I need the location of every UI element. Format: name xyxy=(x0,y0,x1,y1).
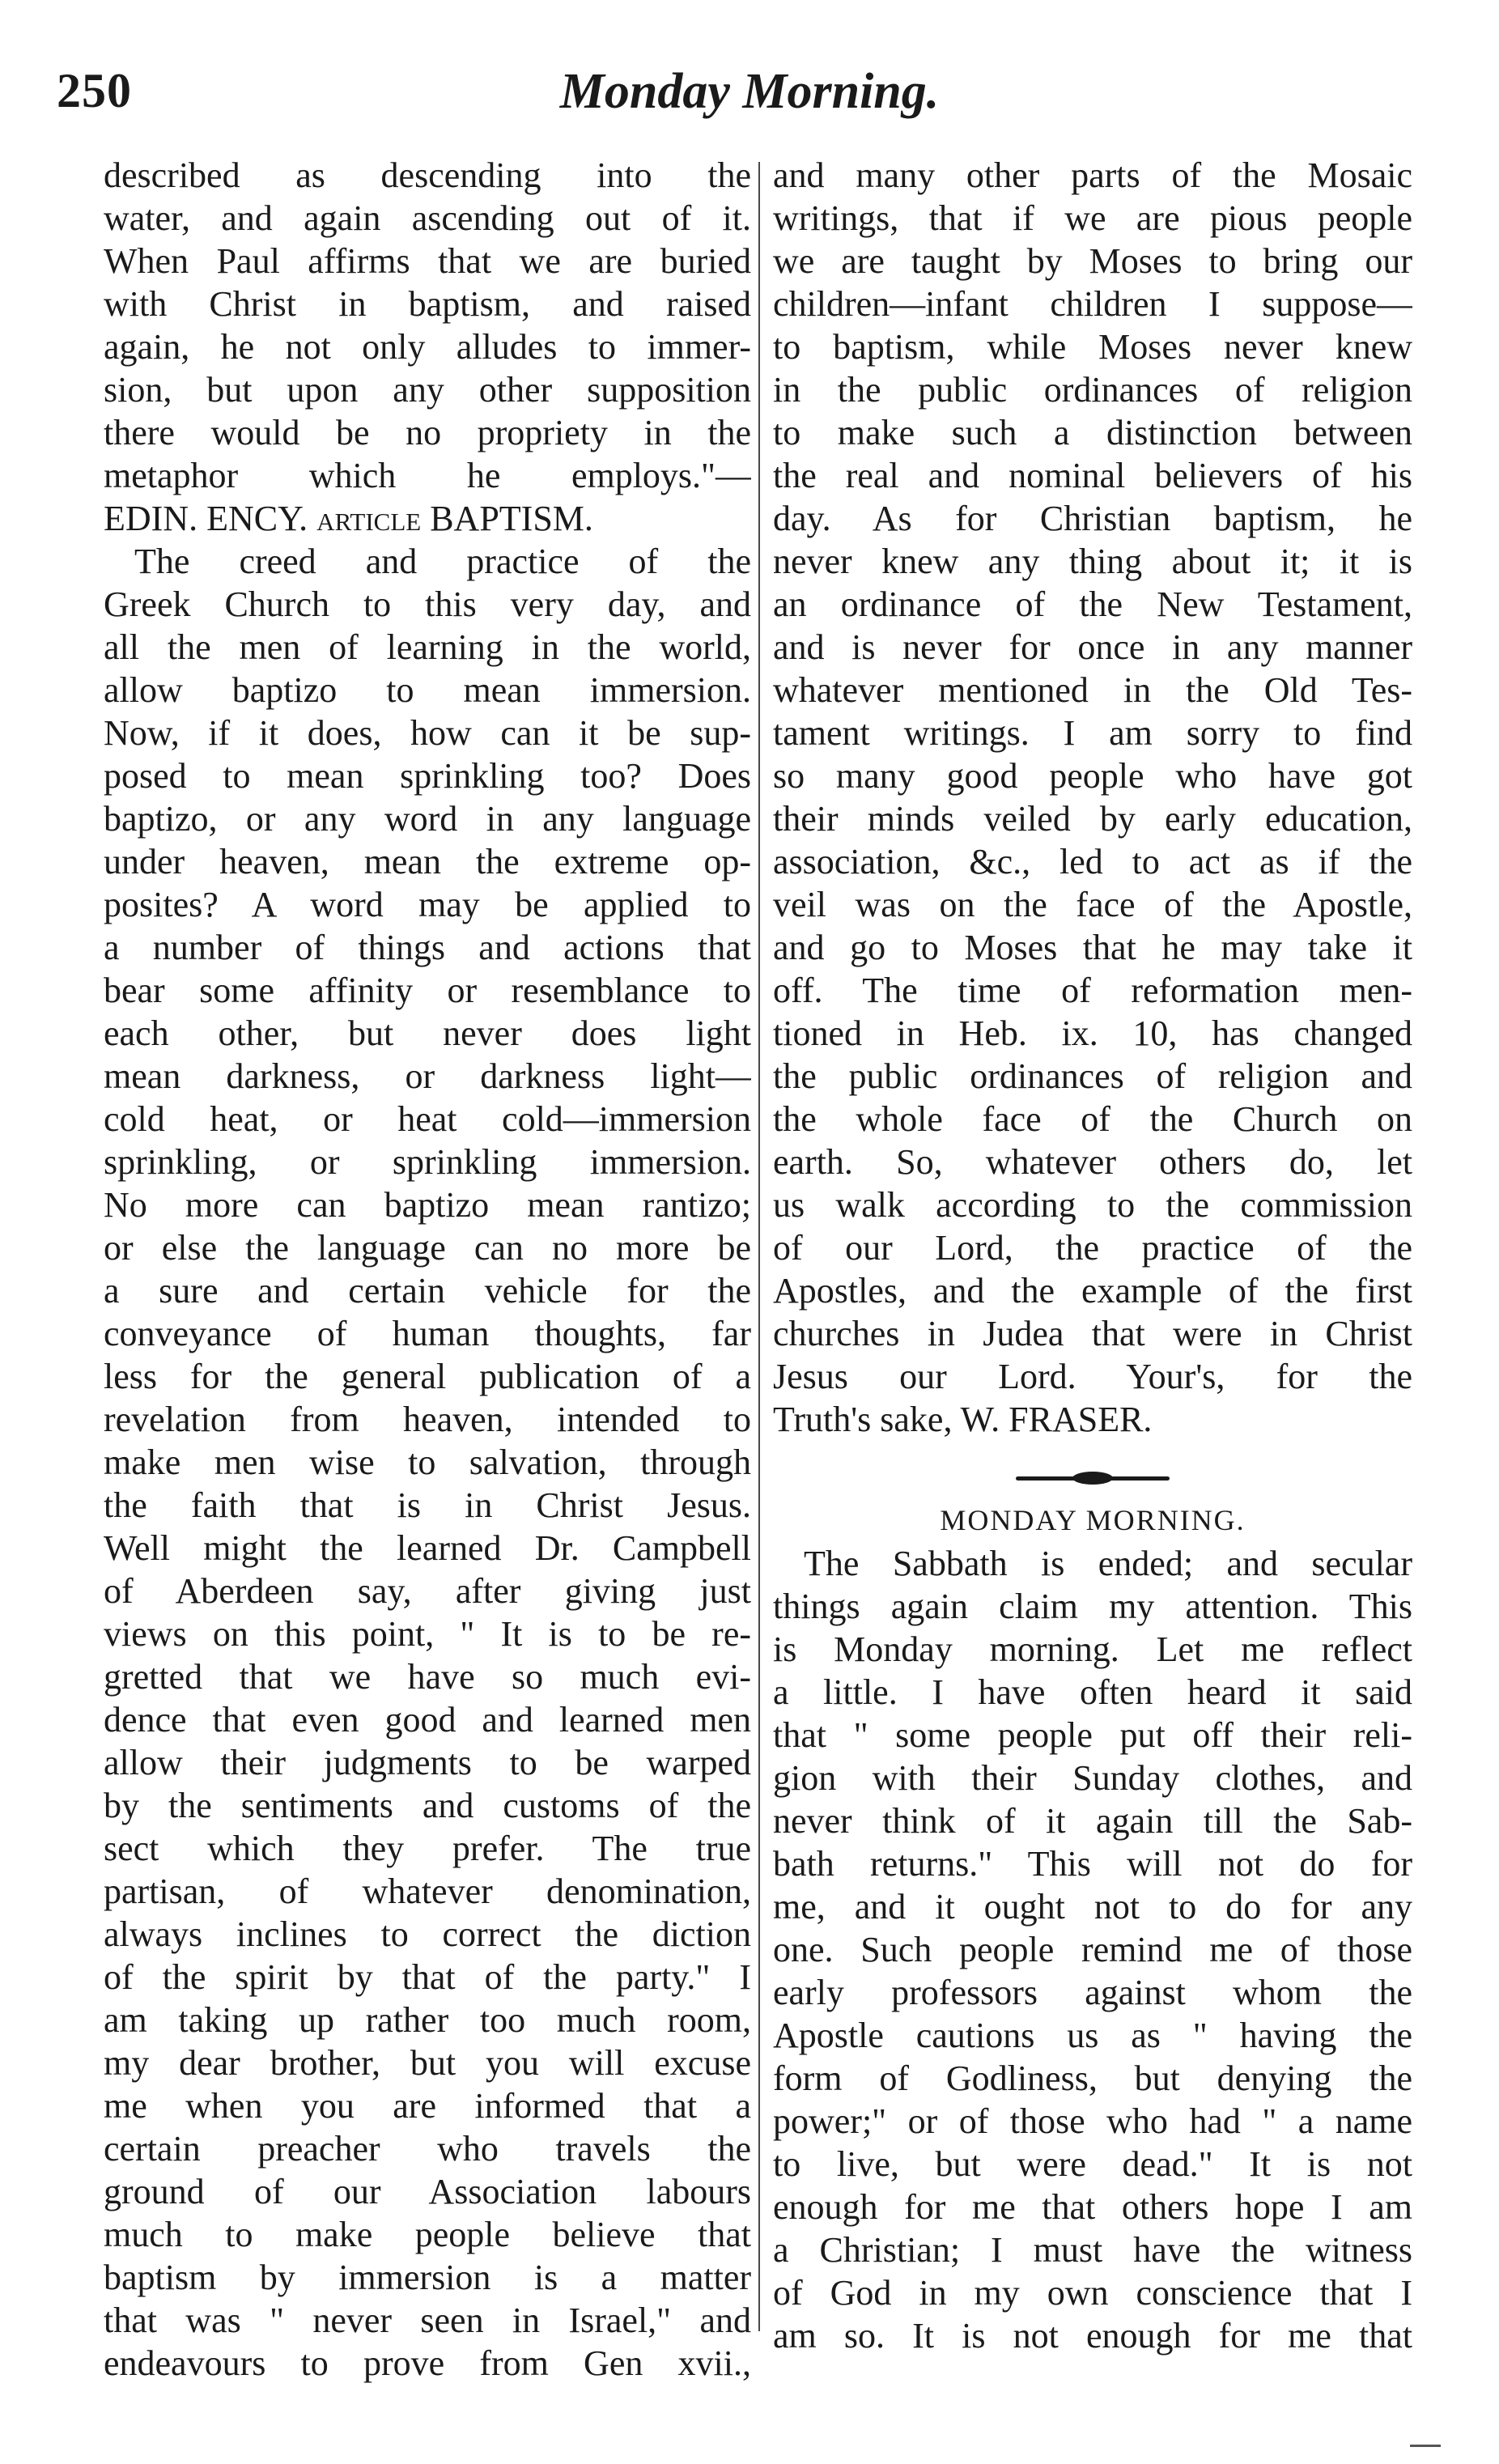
text-line: again, he not only alludes to immer- xyxy=(104,327,751,367)
text-line: to baptism, while Moses never knew xyxy=(773,327,1412,367)
text-line: a number of things and actions that xyxy=(104,928,751,967)
text-line: described as descending into the xyxy=(104,155,751,195)
text-line: with Christ in baptism, and raised xyxy=(104,284,751,324)
text-line: of Aberdeen say, after giving just xyxy=(104,1571,751,1611)
text-line: bath returns." This will not do for xyxy=(773,1844,1412,1884)
text-line: tament writings. I am sorry to find xyxy=(773,713,1412,753)
text-line: to make such a distinction between xyxy=(773,413,1412,452)
text-line: When Paul affirms that we are buried xyxy=(104,241,751,281)
text-line: always inclines to correct the diction xyxy=(104,1914,751,1954)
text-line: gion with their Sunday clothes, and xyxy=(773,1758,1412,1798)
text-line: revelation from heaven, intended to xyxy=(104,1400,751,1439)
text-line: of our Lord, the practice of the xyxy=(773,1228,1412,1268)
text-line: make men wise to salvation, through xyxy=(104,1442,751,1482)
text-line: and is never for once in any manner xyxy=(773,627,1412,667)
text-line: Apostles, and the example of the first xyxy=(773,1271,1412,1311)
running-title: Monday Morning. xyxy=(559,64,940,119)
text-line: tioned in Heb. ix. 10, has changed xyxy=(773,1013,1412,1053)
text-line: children—infant children I suppose— xyxy=(773,284,1412,324)
text-line: metaphor which he employs."— xyxy=(104,456,751,495)
text-line: am taking up rather too much room, xyxy=(104,2000,751,2040)
text-line: writings, that if we are pious people xyxy=(773,198,1412,238)
text-line: am so. It is not enough for me that xyxy=(773,2316,1412,2356)
text-line: gretted that we have so much evi- xyxy=(104,1657,751,1697)
text-line: me when you are informed that a xyxy=(104,2086,751,2126)
text-line: the faith that is in Christ Jesus. xyxy=(104,1485,751,1525)
text-line: or else the language can no more be xyxy=(104,1228,751,1268)
signature-line: Truth's sake, W. FRASER. xyxy=(773,1400,1153,1439)
text-line: by the sentiments and customs of the xyxy=(104,1786,751,1825)
text-line: The creed and practice of the xyxy=(134,542,751,581)
citation-line: EDIN. ENCY. article BAPTISM. xyxy=(104,499,593,538)
text-line: under heaven, mean the extreme op- xyxy=(104,842,751,882)
text-line: certain preacher who travels the xyxy=(104,2129,751,2169)
ornamental-divider xyxy=(773,1457,1412,1499)
text-line: my dear brother, but you will excuse xyxy=(104,2043,751,2083)
text-line: conveyance of human thoughts, far xyxy=(104,1314,751,1353)
text-line: much to make people believe that xyxy=(104,2215,751,2254)
column-divider-rule xyxy=(758,162,760,2331)
text-line: never think of it again till the Sab- xyxy=(773,1801,1412,1841)
text-line: dence that even good and learned men xyxy=(104,1700,751,1740)
text-line: me, and it ought not to do for any xyxy=(773,1887,1412,1927)
text-line: posed to mean sprinkling too? Does xyxy=(104,756,751,796)
text-line: the whole face of the Church on xyxy=(773,1099,1412,1139)
text-line: power;" or of those who had " a name xyxy=(773,2101,1412,2141)
right-column xyxy=(773,154,1412,2357)
text-line: the public ordinances of religion and xyxy=(773,1056,1412,1096)
text-line: endeavours to prove from Gen xvii., xyxy=(104,2343,751,2383)
text-line: ground of our Association labours xyxy=(104,2172,751,2211)
text-line: water, and again ascending out of it. xyxy=(104,198,751,238)
text-line: enough for me that others hope I am xyxy=(773,2187,1412,2227)
text-line: a Christian; I must have the witness xyxy=(773,2230,1412,2270)
text-line: so many good people who have got xyxy=(773,756,1412,796)
text-line: one. Such people remind me of those xyxy=(773,1930,1412,1969)
text-line: baptism by immersion is a matter xyxy=(104,2258,751,2297)
text-line: of God in my own conscience that I xyxy=(773,2273,1412,2313)
text-line: in the public ordinances of religion xyxy=(773,370,1412,410)
section-heading: MONDAY MORNING. xyxy=(940,1504,1246,1536)
text-line: sion, but upon any other supposition xyxy=(104,370,751,410)
text-line: we are taught by Moses to bring our xyxy=(773,241,1412,281)
text-line: No more can baptizo mean rantizo; xyxy=(104,1185,751,1225)
text-line: allow their judgments to be warped xyxy=(104,1743,751,1782)
text-line: less for the general publication of a xyxy=(104,1357,751,1396)
text-line: there would be no propriety in the xyxy=(104,413,751,452)
text-line: day. As for Christian baptism, he xyxy=(773,499,1412,538)
text-line: Apostle cautions us as " having the xyxy=(773,2016,1412,2055)
text-line: Greek Church to this very day, and xyxy=(104,584,751,624)
text-line: the real and nominal believers of his xyxy=(773,456,1412,495)
text-line: off. The time of reformation men- xyxy=(773,971,1412,1010)
text-line: that was " never seen in Israel," and xyxy=(104,2300,751,2340)
text-line: a little. I have often heard it said xyxy=(773,1672,1412,1712)
text-line: Now, if it does, how can it be sup- xyxy=(104,713,751,753)
text-line: all the men of learning in the world, xyxy=(104,627,751,667)
text-line: a sure and certain vehicle for the xyxy=(104,1271,751,1311)
text-line: views on this point, " It is to be re- xyxy=(104,1614,751,1654)
text-line: that " some people put off their reli- xyxy=(773,1715,1412,1755)
text-line: Well might the learned Dr. Campbell xyxy=(104,1528,751,1568)
text-line: posites? A word may be applied to xyxy=(104,885,751,924)
page-number: 250 xyxy=(57,64,132,117)
text-line: earth. So, whatever others do, let xyxy=(773,1142,1412,1182)
text-line: and go to Moses that he may take it xyxy=(773,928,1412,967)
text-line: never knew any thing about it; it is xyxy=(773,542,1412,581)
text-line: form of Godliness, but denying the xyxy=(773,2058,1412,2098)
text-line: partisan, of whatever denomination, xyxy=(104,1871,751,1911)
text-line: churches in Judea that were in Christ xyxy=(773,1314,1412,1353)
text-line: and many other parts of the Mosaic xyxy=(773,155,1412,195)
text-line: bear some affinity or resemblance to xyxy=(104,971,751,1010)
text-line: early professors against whom the xyxy=(773,1973,1412,2012)
text-line: each other, but never does light xyxy=(104,1013,751,1053)
text-line: whatever mentioned in the Old Tes- xyxy=(773,670,1412,710)
text-line: of the spirit by that of the party." I xyxy=(104,1957,751,1997)
divider-rule xyxy=(1016,1476,1170,1481)
text-line: things again claim my attention. This xyxy=(773,1587,1412,1626)
text-line: their minds veiled by early education, xyxy=(773,799,1412,839)
text-line: The Sabbath is ended; and secular xyxy=(804,1544,1412,1583)
text-line: association, &c., led to act as if the xyxy=(773,842,1412,882)
left-column xyxy=(104,154,751,2385)
text-line: an ordinance of the New Testament, xyxy=(773,584,1412,624)
text-line: to live, but were dead." It is not xyxy=(773,2144,1412,2184)
text-line: is Monday morning. Let me reflect xyxy=(773,1629,1412,1669)
text-line: veil was on the face of the Apostle, xyxy=(773,885,1412,924)
text-line: allow baptizo to mean immersion. xyxy=(104,670,751,710)
text-line: sect which they prefer. The true xyxy=(104,1829,751,1868)
spacer xyxy=(773,1441,1412,1457)
text-line: mean darkness, or darkness light— xyxy=(104,1056,751,1096)
text-line: Jesus our Lord. Your's, for the xyxy=(773,1357,1412,1396)
page-header xyxy=(0,63,1499,128)
corner-mark xyxy=(1410,2445,1441,2447)
text-line: cold heat, or heat cold—immersion xyxy=(104,1099,751,1139)
text-line: baptizo, or any word in any language xyxy=(104,799,751,839)
text-line: us walk according to the commission xyxy=(773,1185,1412,1225)
text-line: sprinkling, or sprinkling immersion. xyxy=(104,1142,751,1182)
